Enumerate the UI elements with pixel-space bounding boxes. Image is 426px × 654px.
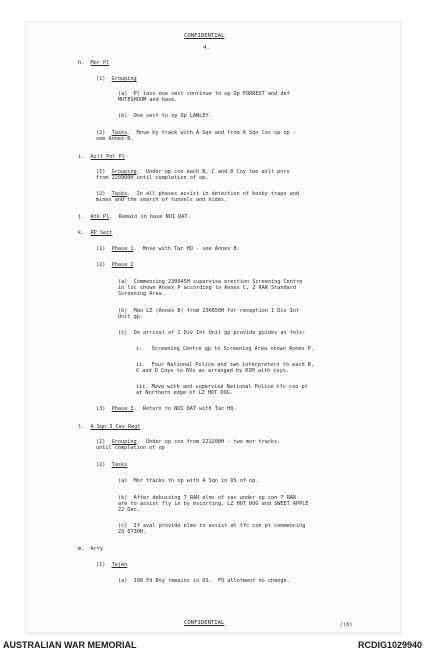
- document-page: [26, 22, 400, 632]
- classification-top: CONFIDENTIAL: [184, 33, 225, 39]
- document-line: (b) Man LZ (Annex B) from 230650H for reception 1 Div Int: [118, 308, 300, 314]
- document-line: 22 Dec.: [118, 507, 140, 513]
- document-line: iii. Move with and supervise National Police tfc con pt: [136, 384, 308, 390]
- document-line: (1) Grouping: [96, 76, 137, 82]
- page-number: 4.: [203, 45, 210, 51]
- document-line: at Northern edge of LZ HOT DOG.: [136, 390, 233, 396]
- document-line: (1) Grouping. Under op con each B, C and D Coy two aslt pnrs: [96, 169, 290, 175]
- document-line: j. Atk Pl. Remain in base NUI DAT.: [78, 214, 191, 220]
- archive-source-label: AUSTRALIAN WAR MEMORIAL: [3, 640, 137, 650]
- document-line: from 220900H until completion of op.: [96, 175, 209, 181]
- document-line: (c) If aval provide elms to assist at tfc con pt commencing: [118, 523, 306, 529]
- document-line: (1) Phase 1. Move with Tac HQ - see Annex B.: [96, 246, 240, 252]
- archive-record-id: RCDIG1029940: [357, 640, 422, 650]
- document-line: C and D Coys to RVs as arranged by RSM with coys.: [136, 368, 290, 374]
- document-line: (a) Commencing 230645H supervise erection Screening Centre: [118, 279, 303, 285]
- document-line: (a) 108 Fd Bty remains in DS. FO allotment no change.: [118, 578, 290, 584]
- document-line: are to assist fly in by escorting, LZ HOT DOG and SWEET APPLE: [118, 501, 309, 507]
- document-line: see Annex B.: [96, 136, 134, 142]
- document-line: (a) Mor tracks to op with A Sqn in DS of op.: [118, 478, 259, 484]
- document-line: (b) One sect to sp Op LANLEY.: [118, 113, 212, 119]
- document-line: i. Aslt Pnr Pl: [78, 154, 125, 160]
- document-line: Screening Area.: [118, 291, 165, 297]
- document-line: (b) After debussing 7 RAR elms of cav under op con 7 RAR: [118, 495, 297, 501]
- document-line: (1) Tején: [96, 562, 128, 568]
- document-line: (2) Phase 2: [96, 262, 134, 268]
- document-line: (a) Pl less one sect continue to sp Op FORREST and def: [118, 91, 290, 97]
- document-line: m. Arty: [78, 546, 103, 552]
- document-line: l. A Sqn 3 Cav Regt: [78, 424, 141, 430]
- document-line: (1) Grouping. Under op con from 221200H - two mor tracks.: [96, 439, 281, 445]
- document-line: k. RP Sect: [78, 230, 113, 236]
- document-line: MUTESHOOM and base.: [118, 97, 178, 103]
- document-line: in loc shown Annex P according to Annex C, 2 RAR Standard: [118, 285, 297, 291]
- document-line: mines and the search of tunnels and hides.: [96, 197, 228, 203]
- document-line: (2) Tasks. Move by track with A Sqn and from A Sqn loc sp op -: [96, 130, 296, 136]
- document-line: (3) Phase 3. Return to NUI DAT with Tac HQ.: [96, 406, 237, 412]
- document-line: (2) Tasks. In all phases assist in detection of booby traps and: [96, 191, 300, 197]
- continuation-marker: /(b): [340, 622, 353, 628]
- document-line: (2) Tasks: [96, 462, 128, 468]
- document-line: 23 0730H.: [118, 529, 147, 535]
- document-line: ii. Four National Police and two interpreters to each B,: [136, 362, 315, 368]
- document-line: h. Mor Pl: [78, 60, 110, 66]
- document-line: (c) On arrival of 1 Div Int Unit gp provide guides as fols:: [118, 330, 306, 336]
- document-line: until completion of op: [96, 445, 165, 451]
- document-line: i. Screening Centre gp to Screening Area shown Annex P.: [136, 346, 315, 352]
- classification-bottom: CONFIDENTIAL: [184, 620, 225, 626]
- document-line: Unit gp.: [118, 314, 143, 320]
